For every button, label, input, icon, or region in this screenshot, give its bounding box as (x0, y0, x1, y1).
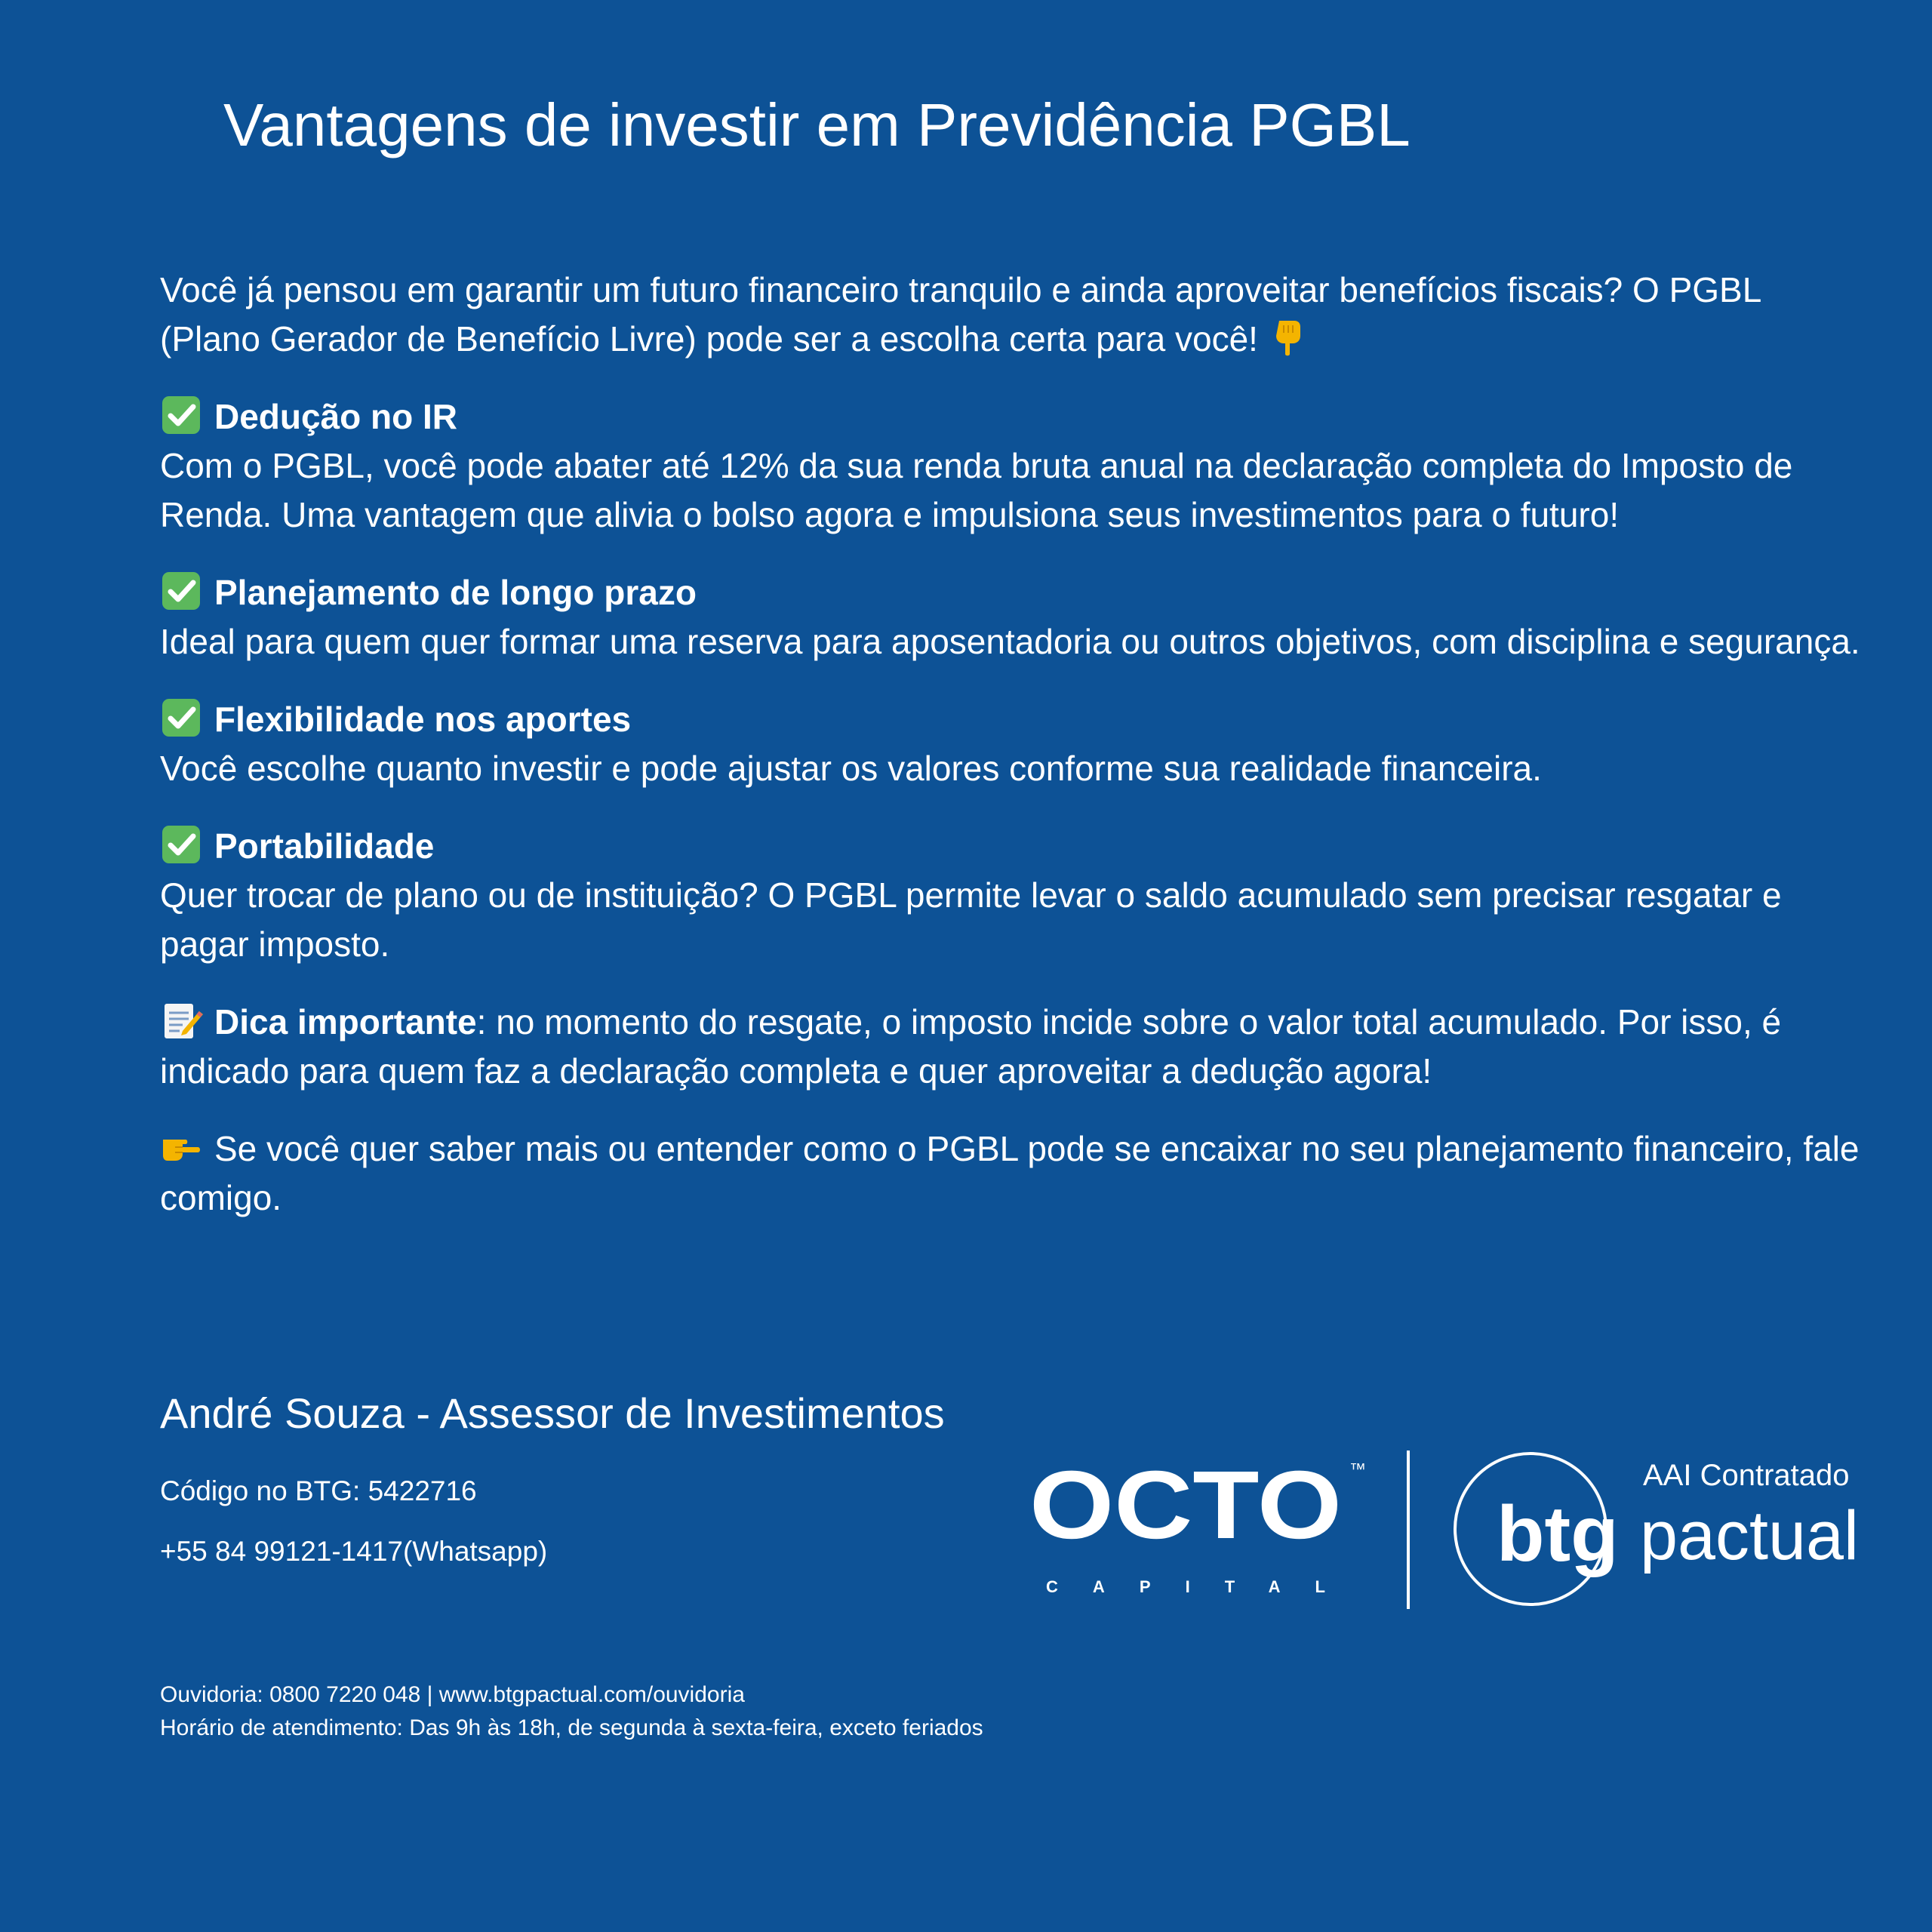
cta-text: Se você quer saber mais ou entender como o PGBL pode se encaixar no seu planejamento financeiro, fale comigo. (160, 1129, 1860, 1217)
octo-logo-text: OCTO (1029, 1451, 1342, 1559)
post-body (160, 266, 1866, 1251)
check-mark-icon (160, 395, 204, 435)
octo-subtitle: CAPITAL (1046, 1577, 1325, 1596)
pointing-down-icon (1269, 318, 1312, 357)
btg-tagline: AAI Contratado (1643, 1459, 1850, 1492)
section-heading: Planejamento de longo prazo (214, 573, 697, 612)
check-mark-icon (160, 698, 204, 737)
section-text: Ideal para quem quer formar uma reserva para aposentadoria ou outros objetivos, com disciplina e segurança. (160, 622, 1860, 661)
section-heading: Dedução no IR (214, 397, 458, 436)
section-text: Quer trocar de plano ou de instituição? O PGBL permite levar o saldo acumulado sem precisar resgatar e pagar imposto. (160, 875, 1782, 964)
intro-paragraph (160, 266, 1866, 364)
memo-icon (160, 1001, 204, 1040)
section-heading: Portabilidade (214, 826, 435, 866)
btg-logo-light: pactual (1640, 1497, 1859, 1574)
section-text: Você escolhe quanto investir e pode ajustar os valores conforme sua realidade financeira. (160, 749, 1542, 788)
section-heading: Flexibilidade nos aportes (214, 700, 632, 739)
tip-paragraph (160, 998, 1866, 1096)
pointing-right-icon (160, 1128, 204, 1167)
section-deducao (160, 392, 1866, 540)
section-text: Com o PGBL, você pode abater até 12% da sua renda bruta anual na declaração completa do Imposto de Renda. Uma vantagem que alivia o bolso agora e impulsiona seus investimentos para o futuro! (160, 446, 1793, 534)
btg-pactual-logo (1453, 1449, 1864, 1611)
footer (160, 1678, 983, 1745)
advisor-phone: +55 84 99121-1417(Whatsapp) (160, 1536, 548, 1567)
btg-logo-bold: btg (1497, 1491, 1619, 1578)
tip-heading: Dica importante (214, 1002, 477, 1041)
octo-tm: ™ (1349, 1460, 1366, 1478)
section-flexibilidade (160, 695, 1866, 793)
logo-divider (1407, 1451, 1410, 1609)
page-title: Vantagens de investir em Previdência PGBL (223, 91, 1411, 158)
section-planejamento (160, 568, 1866, 666)
advisor-code: Código no BTG: 5422716 (160, 1475, 477, 1506)
intro-text: Você já pensou em garantir um futuro financeiro tranquilo e ainda aproveitar benefícios fiscais? O PGBL (Plano Gerador de Benefício Livre) pode ser a escolha certa para você! (160, 270, 1761, 358)
check-mark-icon (160, 571, 204, 611)
service-hours-line: Horário de atendimento: Das 9h às 18h, de segunda à sexta-feira, exceto feriados (160, 1715, 983, 1740)
octo-capital-logo (1029, 1449, 1377, 1600)
check-mark-icon (160, 825, 204, 864)
advisor-name: André Souza - Assessor de Investimentos (160, 1389, 945, 1437)
cta-paragraph (160, 1124, 1866, 1223)
section-portabilidade (160, 822, 1866, 969)
ombudsman-line: Ouvidoria: 0800 7220 048 | www.btgpactual.com/ouvidoria (160, 1682, 745, 1707)
tip-text: : no momento do resgate, o imposto incide sobre o valor total acumulado. Por isso, é indicado para quem faz a declaração completa e quer aproveitar a dedução agora! (160, 1002, 1782, 1091)
